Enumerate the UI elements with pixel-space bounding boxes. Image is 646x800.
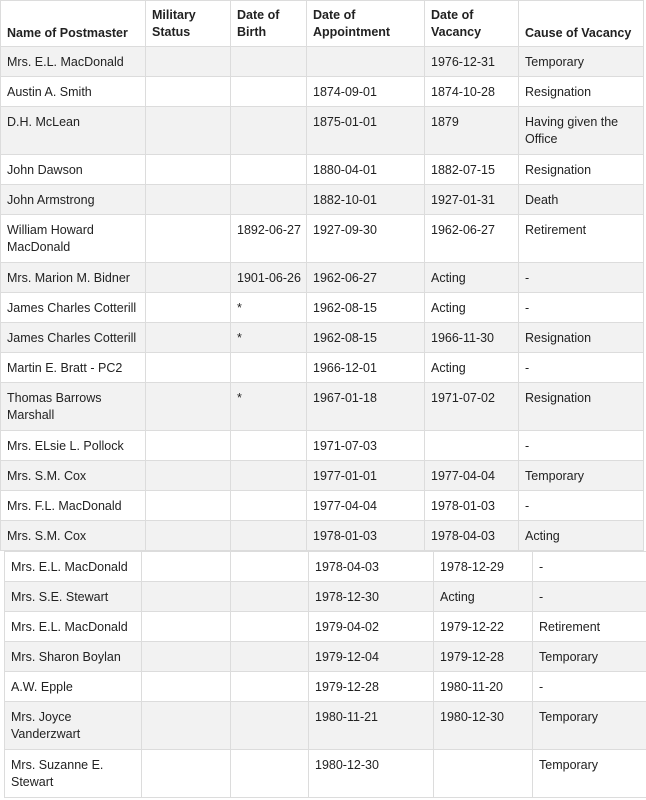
name-cell: Thomas Barrows Marshall xyxy=(1,383,146,431)
table-row xyxy=(1,323,644,353)
military-status-cell xyxy=(146,383,231,431)
date-of-appointment-cell: 1874-09-01 xyxy=(307,77,425,107)
header-military-status: Military Status xyxy=(146,1,231,47)
date-of-birth-cell xyxy=(231,107,307,155)
table-row xyxy=(5,750,646,798)
date-of-appointment-cell: 1927-09-30 xyxy=(307,215,425,263)
table-row xyxy=(5,552,646,582)
table-row xyxy=(1,155,644,185)
date-of-appointment-cell: 1962-08-15 xyxy=(307,323,425,353)
cause-of-vacancy-cell: - xyxy=(533,582,646,612)
table-row xyxy=(1,521,644,551)
cause-of-vacancy-cell: Temporary xyxy=(519,47,644,77)
date-of-appointment-cell: 1977-01-01 xyxy=(307,461,425,491)
cause-of-vacancy-cell: Retirement xyxy=(533,612,646,642)
cause-of-vacancy-cell: Temporary xyxy=(533,750,646,798)
date-of-birth-cell: * xyxy=(231,293,307,323)
date-of-appointment-cell: 1882-10-01 xyxy=(307,185,425,215)
postmaster-table-part-2 xyxy=(4,551,646,798)
cause-of-vacancy-cell: - xyxy=(533,552,646,582)
military-status-cell xyxy=(142,702,231,750)
date-of-birth-cell xyxy=(231,431,307,461)
military-status-cell xyxy=(146,185,231,215)
date-of-birth-cell: 1892-06-27 xyxy=(231,215,307,263)
date-of-birth-cell xyxy=(231,750,309,798)
military-status-cell xyxy=(146,293,231,323)
cause-of-vacancy-cell: Retirement xyxy=(519,215,644,263)
date-of-birth-cell: * xyxy=(231,323,307,353)
date-of-vacancy-cell: 1980-12-30 xyxy=(434,702,533,750)
name-cell: Mrs. S.M. Cox xyxy=(1,461,146,491)
date-of-vacancy-cell: 1962-06-27 xyxy=(425,215,519,263)
military-status-cell xyxy=(142,612,231,642)
military-status-cell xyxy=(146,47,231,77)
table-row xyxy=(1,185,644,215)
date-of-vacancy-cell: 1976-12-31 xyxy=(425,47,519,77)
date-of-appointment-cell: 1980-12-30 xyxy=(309,750,434,798)
military-status-cell xyxy=(142,582,231,612)
date-of-vacancy-cell: 1874-10-28 xyxy=(425,77,519,107)
date-of-birth-cell xyxy=(231,582,309,612)
date-of-vacancy-cell: 1879 xyxy=(425,107,519,155)
date-of-appointment-cell xyxy=(307,47,425,77)
date-of-vacancy-cell: Acting xyxy=(434,582,533,612)
table-row xyxy=(1,77,644,107)
cause-of-vacancy-cell: Acting xyxy=(519,521,644,551)
cause-of-vacancy-cell: Temporary xyxy=(519,461,644,491)
date-of-appointment-cell: 1978-12-30 xyxy=(309,582,434,612)
military-status-cell xyxy=(146,491,231,521)
date-of-vacancy-cell: Acting xyxy=(425,293,519,323)
date-of-vacancy-cell: 1966-11-30 xyxy=(425,323,519,353)
name-cell: Mrs. E.L. MacDonald xyxy=(1,47,146,77)
name-cell: James Charles Cotterill xyxy=(1,293,146,323)
table-row xyxy=(1,107,644,155)
date-of-vacancy-cell: 1980-11-20 xyxy=(434,672,533,702)
military-status-cell xyxy=(146,431,231,461)
date-of-birth-cell xyxy=(231,155,307,185)
date-of-birth-cell xyxy=(231,612,309,642)
name-cell: John Dawson xyxy=(1,155,146,185)
military-status-cell xyxy=(146,263,231,293)
date-of-vacancy-cell: 1882-07-15 xyxy=(425,155,519,185)
date-of-vacancy-cell: 1979-12-28 xyxy=(434,642,533,672)
date-of-birth-cell xyxy=(231,642,309,672)
military-status-cell xyxy=(146,215,231,263)
date-of-appointment-cell: 1978-01-03 xyxy=(307,521,425,551)
military-status-cell xyxy=(142,642,231,672)
cause-of-vacancy-cell: Death xyxy=(519,185,644,215)
date-of-appointment-cell: 1978-04-03 xyxy=(309,552,434,582)
header-date-of-vacancy: Date of Vacancy xyxy=(425,1,519,47)
table-row xyxy=(1,47,644,77)
date-of-appointment-cell: 1979-04-02 xyxy=(309,612,434,642)
military-status-cell xyxy=(146,353,231,383)
cause-of-vacancy-cell: Temporary xyxy=(533,702,646,750)
military-status-cell xyxy=(146,155,231,185)
date-of-vacancy-cell: 1978-12-29 xyxy=(434,552,533,582)
name-cell: Mrs. ELsie L. Pollock xyxy=(1,431,146,461)
date-of-vacancy-cell: 1979-12-22 xyxy=(434,612,533,642)
date-of-appointment-cell: 1962-08-15 xyxy=(307,293,425,323)
military-status-cell xyxy=(142,672,231,702)
table-row xyxy=(1,491,644,521)
date-of-vacancy-cell: Acting xyxy=(425,353,519,383)
date-of-appointment-cell: 1979-12-04 xyxy=(309,642,434,672)
table-header-row xyxy=(1,1,644,47)
name-cell: Mrs. E.L. MacDonald xyxy=(5,612,142,642)
name-cell: Austin A. Smith xyxy=(1,77,146,107)
name-cell: Mrs. S.E. Stewart xyxy=(5,582,142,612)
date-of-vacancy-cell xyxy=(425,431,519,461)
cause-of-vacancy-cell: Resignation xyxy=(519,323,644,353)
military-status-cell xyxy=(146,461,231,491)
date-of-appointment-cell: 1977-04-04 xyxy=(307,491,425,521)
date-of-appointment-cell: 1966-12-01 xyxy=(307,353,425,383)
cause-of-vacancy-cell: Resignation xyxy=(519,383,644,431)
name-cell: D.H. McLean xyxy=(1,107,146,155)
name-cell: Mrs. Joyce Vanderzwart xyxy=(5,702,142,750)
header-cause-of-vacancy: Cause of Vacancy xyxy=(519,1,644,47)
cause-of-vacancy-cell: Resignation xyxy=(519,77,644,107)
military-status-cell xyxy=(142,750,231,798)
cause-of-vacancy-cell: - xyxy=(519,263,644,293)
name-cell: A.W. Epple xyxy=(5,672,142,702)
military-status-cell xyxy=(142,552,231,582)
date-of-appointment-cell: 1962-06-27 xyxy=(307,263,425,293)
date-of-birth-cell xyxy=(231,47,307,77)
date-of-birth-cell xyxy=(231,552,309,582)
date-of-vacancy-cell: 1971-07-02 xyxy=(425,383,519,431)
date-of-birth-cell xyxy=(231,672,309,702)
date-of-birth-cell xyxy=(231,77,307,107)
date-of-appointment-cell: 1979-12-28 xyxy=(309,672,434,702)
cause-of-vacancy-cell: - xyxy=(519,491,644,521)
date-of-vacancy-cell: 1978-01-03 xyxy=(425,491,519,521)
table-row xyxy=(1,263,644,293)
military-status-cell xyxy=(146,521,231,551)
date-of-vacancy-cell: 1978-04-03 xyxy=(425,521,519,551)
date-of-birth-cell xyxy=(231,702,309,750)
date-of-birth-cell xyxy=(231,185,307,215)
table-row xyxy=(5,612,646,642)
name-cell: Mrs. E.L. MacDonald xyxy=(5,552,142,582)
name-cell: Mrs. Sharon Boylan xyxy=(5,642,142,672)
table-row xyxy=(5,672,646,702)
military-status-cell xyxy=(146,323,231,353)
name-cell: Mrs. Marion M. Bidner xyxy=(1,263,146,293)
date-of-vacancy-cell: 1927-01-31 xyxy=(425,185,519,215)
header-date-of-birth: Date of Birth xyxy=(231,1,307,47)
name-cell: Martin E. Bratt - PC2 xyxy=(1,353,146,383)
cause-of-vacancy-cell: - xyxy=(519,293,644,323)
date-of-vacancy-cell: 1977-04-04 xyxy=(425,461,519,491)
table-row xyxy=(5,582,646,612)
table-row xyxy=(1,353,644,383)
date-of-birth-cell: * xyxy=(231,383,307,431)
name-cell: Mrs. Suzanne E. Stewart xyxy=(5,750,142,798)
cause-of-vacancy-cell: - xyxy=(519,431,644,461)
date-of-appointment-cell: 1971-07-03 xyxy=(307,431,425,461)
military-status-cell xyxy=(146,77,231,107)
date-of-vacancy-cell: Acting xyxy=(425,263,519,293)
table-row xyxy=(1,461,644,491)
table-row xyxy=(5,702,646,750)
date-of-birth-cell xyxy=(231,461,307,491)
date-of-birth-cell xyxy=(231,521,307,551)
name-cell: Mrs. S.M. Cox xyxy=(1,521,146,551)
cause-of-vacancy-cell: Resignation xyxy=(519,155,644,185)
cause-of-vacancy-cell: - xyxy=(519,353,644,383)
date-of-birth-cell xyxy=(231,491,307,521)
name-cell: James Charles Cotterill xyxy=(1,323,146,353)
cause-of-vacancy-cell: Having given the Office xyxy=(519,107,644,155)
name-cell: Mrs. F.L. MacDonald xyxy=(1,491,146,521)
cause-of-vacancy-cell: - xyxy=(533,672,646,702)
date-of-appointment-cell: 1980-11-21 xyxy=(309,702,434,750)
name-cell: John Armstrong xyxy=(1,185,146,215)
table-row xyxy=(5,642,646,672)
header-date-of-appointment: Date of Appointment xyxy=(307,1,425,47)
cause-of-vacancy-cell: Temporary xyxy=(533,642,646,672)
table-row xyxy=(1,383,644,431)
date-of-appointment-cell: 1880-04-01 xyxy=(307,155,425,185)
name-cell: William Howard MacDonald xyxy=(1,215,146,263)
date-of-vacancy-cell xyxy=(434,750,533,798)
date-of-appointment-cell: 1875-01-01 xyxy=(307,107,425,155)
military-status-cell xyxy=(146,107,231,155)
table-row xyxy=(1,293,644,323)
table-row xyxy=(1,215,644,263)
table-row xyxy=(1,431,644,461)
date-of-appointment-cell: 1967-01-18 xyxy=(307,383,425,431)
header-name-of-postmaster: Name of Postmaster xyxy=(1,1,146,47)
date-of-birth-cell xyxy=(231,353,307,383)
date-of-birth-cell: 1901-06-26 xyxy=(231,263,307,293)
